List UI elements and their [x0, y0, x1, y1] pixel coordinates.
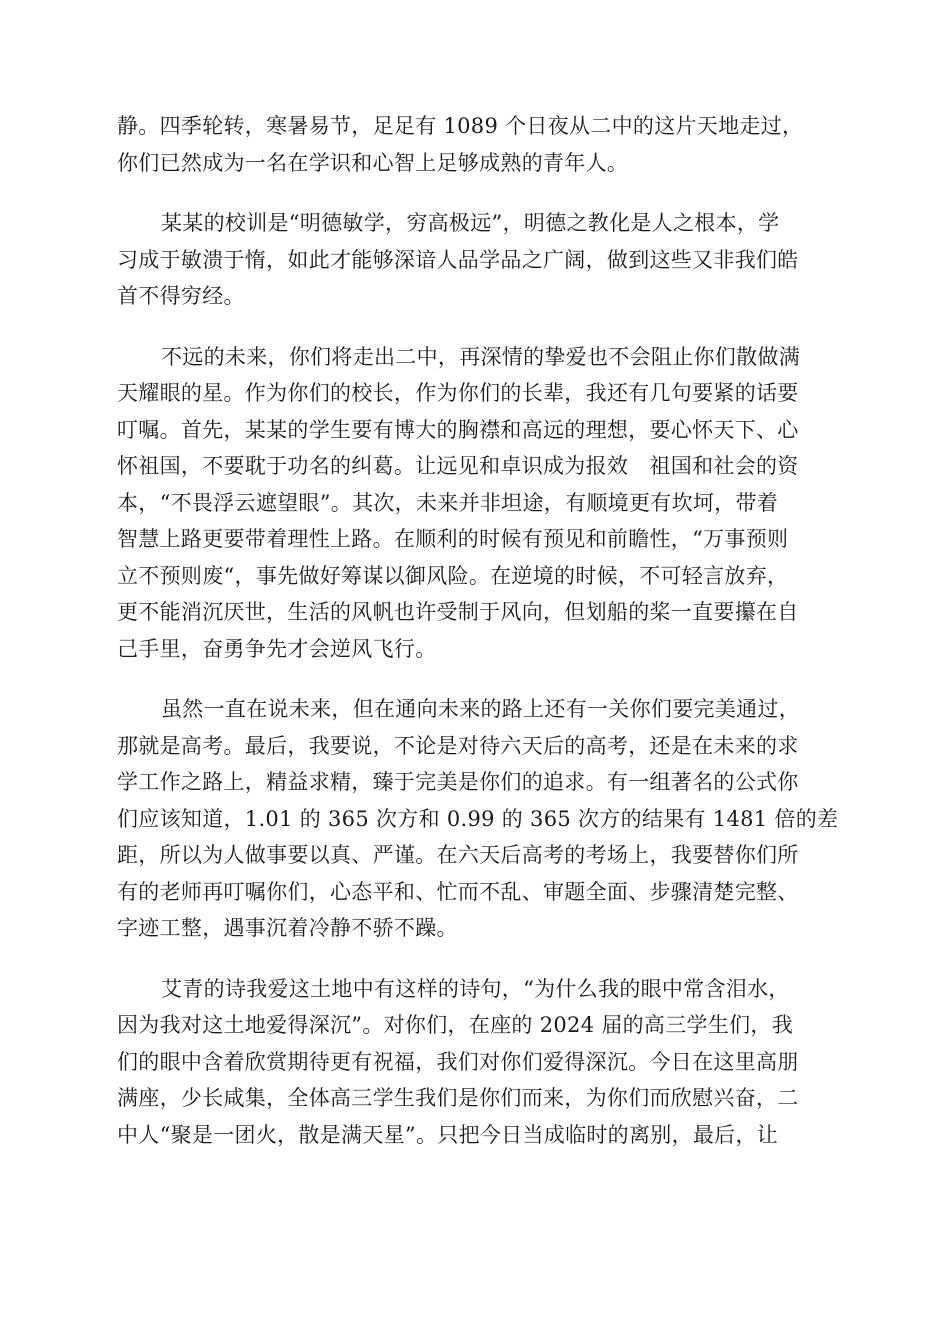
text-line: 字迹工整，遇事沉着冷静不骄不躁。: [117, 916, 458, 940]
text-line: 本，“不畏浮云遮望眼”。其次，未来并非坦途，有顺境更有坎坷，带着: [117, 490, 779, 515]
text-line: 某某的校训是“明德敏学，穷高极远”，明德之教化是人之根本，学: [161, 211, 780, 235]
text-line: 们的眼中含着欣赏期待更有祝福，我们对你们爱得深沉。今日在这里高朋: [117, 1049, 799, 1074]
text-line: 叮嘱。首先，某某的学生要有博大的胸襟和高远的理想，要心怀天下、心: [117, 417, 799, 442]
text-line: 首不得穷经。: [117, 284, 245, 308]
paragraph-4: [117, 691, 837, 947]
text-line: 因为我对这土地爱得深沉”。对你们，在座的 2024 届的高三学生们，我: [117, 1013, 794, 1037]
text-line: 己手里，奋勇争先才会逆风飞行。: [117, 636, 437, 661]
speech-body: [117, 108, 837, 1177]
text-line: 怀祖国，不要耽于功名的纠葛。让远见和卓识成为报效 祖国和社会的资: [117, 454, 799, 478]
text-line: 智慧上路更要带着理性上路。在顺利的时候有预见和前瞻性，“万事预则: [117, 527, 789, 551]
text-line: 虽然一直在说未来，但在通向未来的路上还有一关你们要完美通过，: [161, 697, 800, 721]
text-line: 中人“聚是一团火，散是满天星”。只把今日当成临时的离别，最后，让: [117, 1122, 779, 1147]
text-line: 那就是高考。最后，我要说，不论是对待六天后的高考，还是在未来的求: [117, 733, 799, 758]
text-line: 艾青的诗我爱这土地中有这样的诗句，“为什么我的眼中常含泪水，: [161, 976, 790, 1001]
text-line: 学工作之路上，精益求精，臻于完美是你们的追求。有一组著名的公式你: [117, 770, 799, 794]
text-line: 天耀眼的星。作为你们的校长，作为你们的长辈，我还有几句要紧的话要: [117, 381, 799, 405]
text-line: 习成于敏溃于惰，如此才能够深谙人品学品之广阔，做到这些又非我们皓: [117, 247, 799, 272]
text-line: 有的老师再叮嘱你们，心态平和、忙而不乱、审题全面、步骤清楚完整、: [117, 879, 799, 904]
text-line: 静。四季轮转，寒暑易节，足足有 1089 个日夜从二中的这片天地走过，: [117, 114, 804, 138]
text-line: 满座，少长咸集，全体高三学生我们是你们而来，为你们而欣慰兴奋，二: [117, 1086, 799, 1110]
paragraph-2: [117, 205, 837, 315]
paragraph-5: [117, 971, 837, 1154]
text-line: 立不预则废“，事先做好筹谋以御风险。在逆境的时候，不可轻言放弃，: [117, 563, 789, 588]
text-line: 不远的未来，你们将走出二中，再深情的挚爱也不会阻止你们散做满: [161, 344, 800, 369]
paragraph-1: [117, 108, 837, 181]
text-line: 更不能消沉厌世，生活的风帆也许受制于风向，但划船的桨一直要攥在自: [117, 600, 799, 624]
text-line: 们应该知道，1.01 的 365 次方和 0.99 的 365 次方的结果有 1481 倍的差: [117, 806, 839, 831]
text-line: 你们已然成为一名在学识和心智上足够成熟的青年人。: [117, 150, 629, 175]
text-line: 距，所以为人做事要以真、严谨。在六天后高考的考场上，我要替你们所: [117, 843, 799, 867]
paragraph-3: [117, 339, 837, 668]
